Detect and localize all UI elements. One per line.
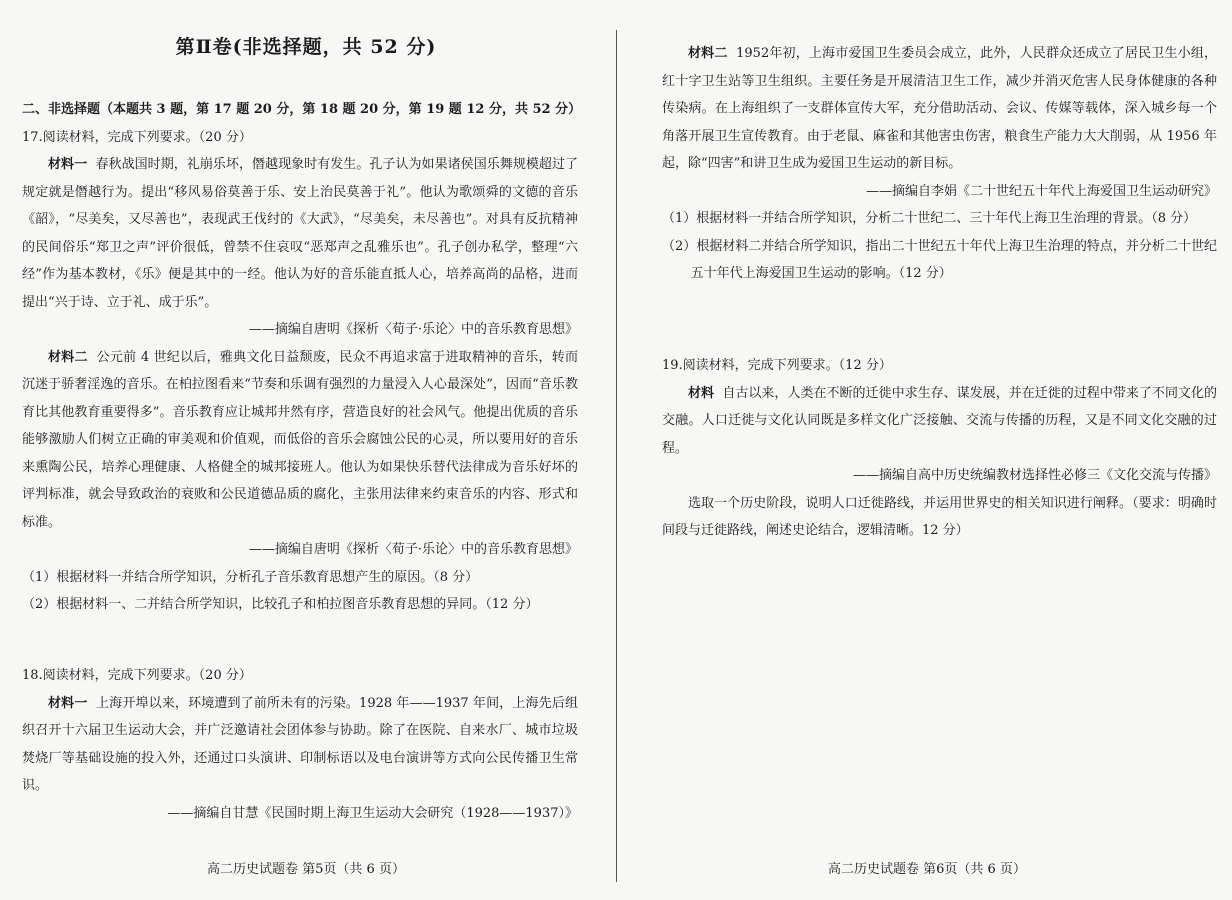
q17-m2-label: 材料二	[48, 349, 88, 365]
q19-material	[662, 380, 1217, 463]
q18-material-2	[662, 40, 1217, 178]
q17-m2-text: 公元前 4 世纪以后，雅典文化日益颓废，民众不再追求富于进取精神的音乐，转而沉迷于骄奢淫逸的音乐。在柏拉图看来“节奏和乐调有强烈的力量浸入人心最深处”，因而“音乐教育比其他教育重要得多”。音乐教育应让城邦井然有序，营造良好的社会风气。他提出优质的音乐能够激励人们树立正确的审美观和价值观，而低俗的音乐会腐蚀公民的心灵，所以要用好的音乐来熏陶公民，培养心理健康、人格健全的城邦接班人。他认为如果快乐替代法律成为音乐好坏的评判标准，就会导致政治的衰败和公民道德品质的腐化，主张用法律来约束音乐的内容、形式和标准。	[22, 349, 578, 530]
q19-prompt: 19.阅读材料，完成下列要求。（12 分）	[662, 358, 892, 373]
q17-m1-label: 材料一	[48, 157, 88, 172]
q19-m-label: 材料	[688, 385, 715, 401]
q18-sub-question-1: （1）根据材料一并结合所学知识，分析二十世纪二、三十年代上海卫生治理的背景。（8 分）	[662, 211, 1197, 226]
question-19-block	[662, 352, 1217, 545]
q18-m2-source: ——摘编自李娟《二十世纪五十年代上海爱国卫生运动研究》	[865, 183, 1217, 199]
q19-task: 选取一个历史阶段，说明人口迁徙路线，并运用世界史的相关知识进行阐释。（要求：明确时间段与迁徙路线，阐述史论结合，逻辑清晰。12 分）	[662, 495, 1217, 538]
q18-m1-label: 材料一	[48, 695, 88, 711]
q17-sub-question-2: （2）根据材料一、二并结合所学知识，比较孔子和柏拉图音乐教育思想的异同。（12 分）	[22, 597, 539, 612]
q17-material-1	[22, 151, 578, 316]
q18-material-1	[22, 690, 578, 800]
q18-m1-source: ——摘编自甘慧《民国时期上海卫生运动大会研究（1928——1937）》	[167, 805, 578, 821]
question-17-block	[22, 96, 582, 619]
right-page	[622, 0, 1232, 900]
q18-m1-text: 上海开埠以来，环境遭到了前所未有的污染。1928 年——1937 年间，上海先后组织召开十六届卫生运动大会，并广泛邀请社会团体参与协助。除了在医院、自来水厂、城市垃圾焚烧厂等基础设施的投入外，还通过口头演讲、印制标语以及电台演讲等方式向公民传播卫生常识。	[22, 695, 578, 793]
right-page-footer: 高二历史试题卷 第6页（共 6 页）	[828, 862, 1026, 877]
q18-m2-text: 1952年初，上海市爱国卫生委员会成立，此外，人民群众还成立了居民卫生小组，红十字卫生站等卫生组织。主要任务是开展清洁卫生工作，减少并消灭危害人民身体健康的各种传染病。在上海组织了一支群体宣传大军，充分借助活动、会议、传媒等载体，深入城乡每一个角落开展卫生宣传教育。由于老鼠、麻雀和其他害虫伤害，粮食生产能力大大削弱，从 1956 年起，除“四害”和讲卫生成为爱国卫生运动的新目标。	[662, 46, 1217, 171]
q18-prompt: 18.阅读材料，完成下列要求。（20 分）	[22, 668, 252, 683]
left-page	[0, 0, 612, 900]
q19-m-text: 自古以来，人类在不断的迁徙中求生存、谋发展，并在迁徙的过程中带来了不同文化的交融。人口迁徙与文化认同既是多样文化广泛接触、交流与传播的历程，又是不同文化交融的过程。	[662, 385, 1217, 456]
section-title: 第Ⅱ卷(非选择题，共 52 分)	[175, 36, 437, 58]
q17-material-2	[22, 344, 578, 537]
question-18-continued	[662, 40, 1217, 288]
q17-m1-text: 春秋战国时期，礼崩乐坏，僭越现象时有发生。孔子认为如果诸侯国乐舞规模超过了规定就是僭越行为。提出“移风易俗莫善于乐、安上治民莫善于礼”。他认为歌颂舜的文德的音乐《韶》，“尽美矣，又尽善也”，表现武王伐纣的《大武》，“尽美矣，未尽善也”。对具有反抗精神的民间俗乐“郑卫之声”评价很低，曾禁不住哀叹“恶郑声之乱雅乐也”。孔子创办私学，整理“六经”作为基本教材，《乐》便是其中的一经。他认为好的音乐能直抵人心，培养高尚的品格，进而提出“兴于诗、立于礼、成于乐”。	[22, 157, 578, 310]
left-page-footer: 高二历史试题卷 第5页（共 6 页）	[207, 862, 405, 877]
q18-sub-question-2: （2）根据材料二并结合所学知识，指出二十世纪五十年代上海卫生治理的特点，并分析二十世纪五十年代上海爱国卫生运动的影响。（12 分）	[662, 238, 1217, 281]
q17-m1-source: ——摘编自唐明《探析〈荀子·乐论〉中的音乐教育思想》	[248, 322, 578, 337]
q18-m2-label: 材料二	[688, 46, 728, 61]
q17-prompt: 17.阅读材料，完成下列要求。（20 分）	[22, 129, 252, 145]
page-divider	[616, 30, 617, 882]
section-heading: 二、非选择题（本题共 3 题，第 17 题 20 分，第 18 题 20 分，第 19 题 12 分，共 52 分）	[22, 102, 582, 117]
q17-m2-source: ——摘编自唐明《探析〈荀子·乐论〉中的音乐教育思想》	[248, 542, 578, 557]
question-18-block	[22, 662, 578, 827]
q17-sub-question-1: （1）根据材料一并结合所学知识，分析孔子音乐教育思想产生的原因。（8 分）	[22, 569, 479, 585]
q19-m-source: ——摘编自高中历史统编教材选择性必修三《文化交流与传播》	[852, 468, 1217, 483]
